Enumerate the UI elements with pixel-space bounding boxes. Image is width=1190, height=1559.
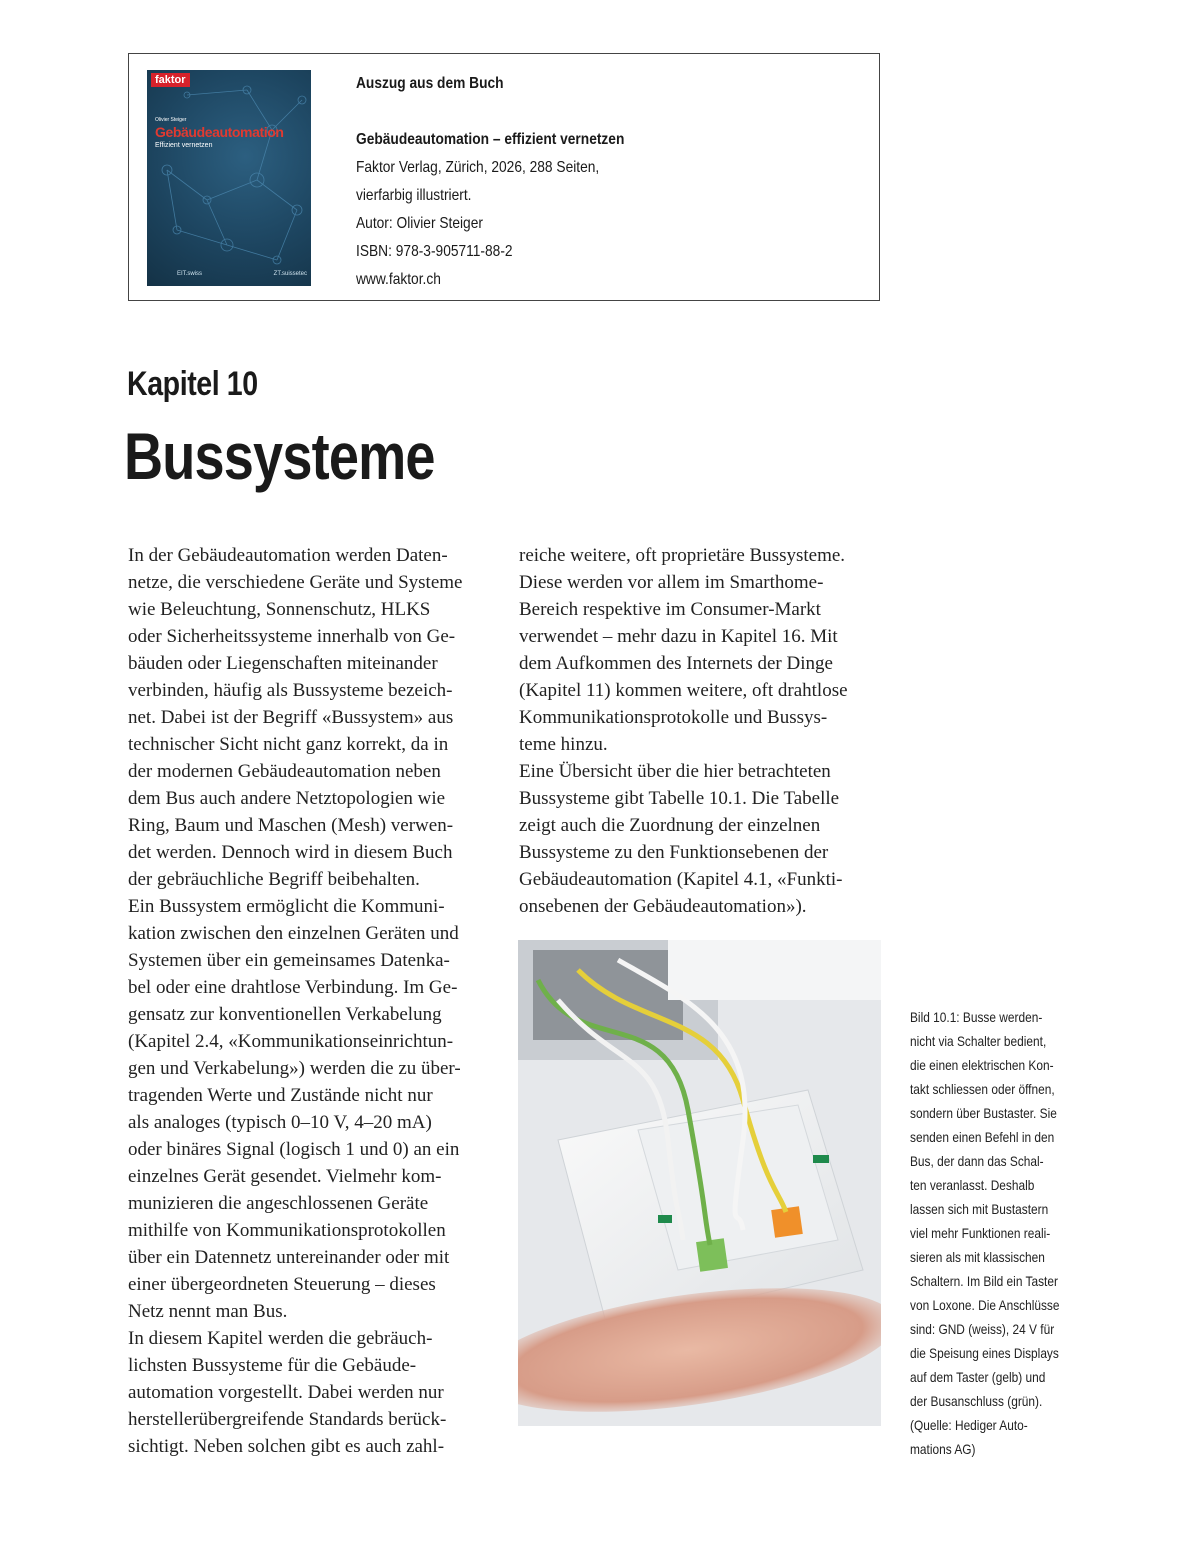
cover-title: Gebäudeautomation (155, 124, 284, 140)
caption-line: die einen elektrischen Kon- (910, 1057, 1054, 1073)
caption-line: die Speisung eines Displays (910, 1345, 1059, 1361)
caption-line: sieren als mit klassischen (910, 1249, 1045, 1265)
body-text-line: reiche weitere, oft proprietäre Bussysteme. (519, 545, 846, 566)
body-column-right (519, 542, 899, 920)
caption-line: ten veranlasst. Deshalb (910, 1177, 1035, 1193)
body-text-line: tragenden Werte und Zustände nicht nur (128, 1085, 433, 1106)
body-column-left (128, 542, 508, 1460)
book-author: Autor: Olivier Steiger (356, 215, 483, 232)
body-text-line: Bussysteme gibt Tabelle 10.1. Die Tabelle (519, 788, 840, 809)
body-text-line: Kommunikationsprotokolle und Bussys- (519, 707, 828, 728)
body-text-line: dem Bus auch andere Netztopologien wie (128, 788, 446, 809)
body-text-line: det werden. Dennoch wird in diesem Buch (128, 842, 453, 863)
body-text-line: herstellerübergreifende Standards berück- (128, 1409, 447, 1430)
caption-line: lassen sich mit Bustastern (910, 1201, 1049, 1217)
bus-button-photo (518, 940, 881, 1426)
excerpt-heading: Auszug aus dem Buch (356, 75, 504, 92)
body-text-line: gensatz zur konventionellen Verkabelung (128, 1004, 442, 1025)
caption-line: takt schliessen oder öffnen, (910, 1081, 1055, 1097)
body-text-line: bel oder eine drahtlose Verbindung. Im Ge- (128, 977, 458, 998)
bus-button-illustration (518, 940, 881, 1426)
body-text-line: bäuden oder Liegenschaften miteinander (128, 653, 438, 674)
body-text-line: Ein Bussystem ermöglicht die Kommuni- (128, 896, 445, 917)
body-text-line: Diese werden vor allem im Smarthome- (519, 572, 824, 593)
book-details (356, 70, 786, 294)
body-text-line: teme hinzu. (519, 734, 608, 755)
body-text-line: verwendet – mehr dazu in Kapitel 16. Mit (519, 626, 838, 647)
body-text-line: Bereich respektive im Consumer-Markt (519, 599, 821, 620)
book-isbn: ISBN: 978-3-905711-88-2 (356, 243, 513, 260)
body-text-line: über ein Datennetz untereinander oder mit (128, 1247, 450, 1268)
cover-logos (177, 271, 307, 277)
body-text-line: netze, die verschiedene Geräte und Systeme (128, 572, 463, 593)
caption-line: sind: GND (weiss), 24 V für (910, 1321, 1055, 1337)
body-text-line: verbinden, häufig als Bussysteme bezeich- (128, 680, 453, 701)
body-text-line: als analoges (typisch 0–10 V, 4–20 mA) (128, 1112, 432, 1133)
book-info-box (128, 53, 880, 301)
caption-line: (Quelle: Hediger Auto- (910, 1417, 1028, 1433)
caption-line: Bus, der dann das Schal- (910, 1153, 1044, 1169)
book-title: Gebäudeautomation – effizient vernetzen (356, 131, 625, 148)
body-text-line: Gebäudeautomation (Kapitel 4.1, «Funkti- (519, 869, 843, 890)
caption-line: nicht via Schalter bedient, (910, 1033, 1047, 1049)
caption-line: mations AG) (910, 1441, 976, 1457)
body-text-line: kation zwischen den einzelnen Geräten und (128, 923, 459, 944)
body-text-line: wie Beleuchtung, Sonnenschutz, HLKS (128, 599, 431, 620)
cover-author: Olivier Steiger (155, 117, 187, 123)
chapter-label: Kapitel 10 (127, 365, 258, 403)
body-text-line: In diesem Kapitel werden die gebräuch- (128, 1328, 433, 1349)
body-text-line: mithilfe von Kommunikationsprotokollen (128, 1220, 446, 1241)
publisher-link[interactable]: www.faktor.ch (356, 271, 441, 288)
caption-line: sondern über Bustaster. Sie (910, 1105, 1057, 1121)
body-text-line: zeigt auch die Zuordnung der einzelnen (519, 815, 821, 836)
chapter-title: Bussysteme (124, 419, 435, 493)
body-text-line: Systemen über ein gemeinsames Datenka- (128, 950, 450, 971)
body-text-line: Netz nennt man Bus. (128, 1301, 288, 1322)
caption-line: senden einen Befehl in den (910, 1129, 1055, 1145)
body-text-line: einzelnes Gerät gesendet. Vielmehr kom- (128, 1166, 442, 1187)
caption-line: viel mehr Funktionen reali- (910, 1225, 1051, 1241)
body-text-line: Eine Übersicht über die hier betrachteten (519, 761, 831, 782)
network-pattern-icon (147, 70, 311, 286)
body-text-line: lichsten Bussysteme für die Gebäude- (128, 1355, 417, 1376)
body-text-line: dem Aufkommen des Internets der Dinge (519, 653, 833, 674)
body-text-line: der modernen Gebäudeautomation neben (128, 761, 441, 782)
body-text-line: oder Sicherheitssysteme innerhalb von Ge- (128, 626, 456, 647)
publisher-logo: faktor (151, 73, 190, 87)
body-text-line: sichtigt. Neben solchen gibt es auch zahl- (128, 1436, 445, 1457)
body-text-line: gen und Verkabelung») werden die zu über- (128, 1058, 461, 1079)
cover-subtitle: Effizient vernetzen (155, 142, 213, 149)
body-text-line: munizieren die angeschlossenen Geräte (128, 1193, 429, 1214)
body-text-line: (Kapitel 2.4, «Kommunikationseinrichtun- (128, 1031, 454, 1052)
body-text-line: Ring, Baum und Maschen (Mesh) verwen- (128, 815, 454, 836)
caption-line: auf dem Taster (gelb) und (910, 1369, 1046, 1385)
book-cover-image (147, 70, 311, 286)
figure-caption (910, 1005, 1063, 1461)
body-text-line: automation vorgestellt. Dabei werden nur (128, 1382, 444, 1403)
body-text-line: einer übergeordneten Steuerung – dieses (128, 1274, 436, 1295)
body-text-line: oder binäres Signal (logisch 1 und 0) an ein (128, 1139, 460, 1160)
body-text-line: (Kapitel 11) kommen weitere, oft drahtlose (519, 680, 848, 701)
caption-line: von Loxone. Die Anschlüsse (910, 1297, 1060, 1313)
body-text-line: Bussysteme zu den Funktionsebenen der (519, 842, 829, 863)
cover-logo: EIT.swiss (177, 271, 203, 277)
book-detail-line: vierfarbig illustriert. (356, 187, 472, 204)
body-text-line: net. Dabei ist der Begriff «Bussystem» aus (128, 707, 454, 728)
book-detail-line: Faktor Verlag, Zürich, 2026, 288 Seiten, (356, 159, 600, 176)
caption-line: Bild 10.1: Busse werden- (910, 1009, 1043, 1025)
cover-logo: ZT.suissetec (273, 271, 307, 277)
body-text-line: In der Gebäudeautomation werden Daten- (128, 545, 448, 566)
body-text-line: onsebenen der Gebäudeautomation»). (519, 896, 807, 917)
body-text-line: der gebräuchliche Begriff beibehalten. (128, 869, 420, 890)
caption-line: Schaltern. Im Bild ein Taster (910, 1273, 1058, 1289)
caption-line: der Busanschluss (grün). (910, 1393, 1043, 1409)
body-text-line: technischer Sicht nicht ganz korrekt, da in (128, 734, 449, 755)
